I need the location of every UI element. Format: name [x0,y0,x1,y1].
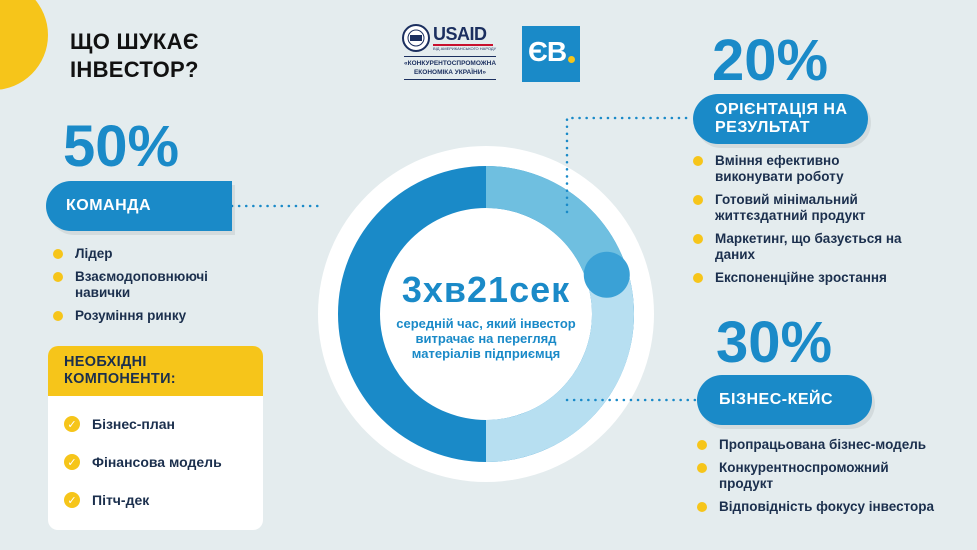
bullet-dot-icon [693,156,703,166]
results-label: ОРІЄНТАЦІЯ НА РЕЗУЛЬТАТ [715,101,848,136]
bullet-dot-icon [53,249,63,259]
results-pill [693,94,868,144]
usaid-project: «КОНКУРЕНТОСПРОМОЖНА ЕКОНОМІКА УКРАЇНИ» [404,56,496,80]
check-icon: ✓ [64,454,80,470]
component-item: ✓ Фінансова модель [64,454,222,470]
component-item: ✓ Пітч-дек [64,492,149,508]
eb-logo-text: ЄВ [528,36,567,67]
bullet-dot-icon [53,311,63,321]
team-percent: 50% [63,114,180,179]
list-item: Взаємодоповнюючі навички [53,269,243,301]
components-card [48,346,263,530]
list-item: Пропрацьована бізнес-модель [697,437,967,453]
components-title: НЕОБХІДНІ КОМПОНЕНТИ: [48,346,263,396]
bullet-dot-icon [697,463,707,473]
list-item: Вміння ефективно виконувати роботу [693,153,918,185]
usaid-seal-icon [402,24,430,52]
list-item: Експоненційне зростання [693,270,918,286]
usaid-logo [402,24,498,84]
bullet-dot-icon [693,234,703,244]
list-item: Розуміння ринку [53,308,243,324]
team-label: КОМАНДА [66,197,152,214]
average-time-value: 3хв21сек [401,269,571,310]
list-item: Готовий мінімальний життєздатний продукт [693,192,918,224]
list-item: Відповідність фокусу інвестора [697,499,967,515]
average-time-caption: середній час, який інвестор витрачає на перегляд матеріалів підприємця [396,316,576,361]
business-pill [697,375,872,425]
donut-joint-dot [584,252,630,298]
team-list [53,246,243,331]
list-item: Маркетинг, що базується на даних [693,231,918,263]
decorative-yellow-circle [0,0,48,90]
bullet-dot-icon [697,502,707,512]
usaid-name: USAID [433,24,487,44]
business-label: БІЗНЕС-КЕЙС [719,391,834,408]
component-item: ✓ Бізнес-план [64,416,175,432]
usaid-tag: ВІД АМЕРИКАНСЬКОГО НАРОДУ [433,46,497,51]
eb-logo-dot-icon [568,56,575,63]
list-item: Конкурентноспроможний продукт [697,460,967,492]
eb-logo [522,26,580,82]
list-item: Лідер [53,246,243,262]
bullet-dot-icon [697,440,707,450]
check-icon: ✓ [64,492,80,508]
results-list [693,153,918,293]
page-title: ЩО ШУКАЄ ІНВЕСТОР? [70,29,199,82]
bullet-dot-icon [693,195,703,205]
team-pill [46,181,232,231]
business-percent: 30% [716,310,833,375]
business-list [697,437,967,522]
check-icon: ✓ [64,416,80,432]
bullet-dot-icon [693,273,703,283]
center-caption-block [386,270,586,361]
results-percent: 20% [712,28,829,93]
bullet-dot-icon [53,272,63,282]
